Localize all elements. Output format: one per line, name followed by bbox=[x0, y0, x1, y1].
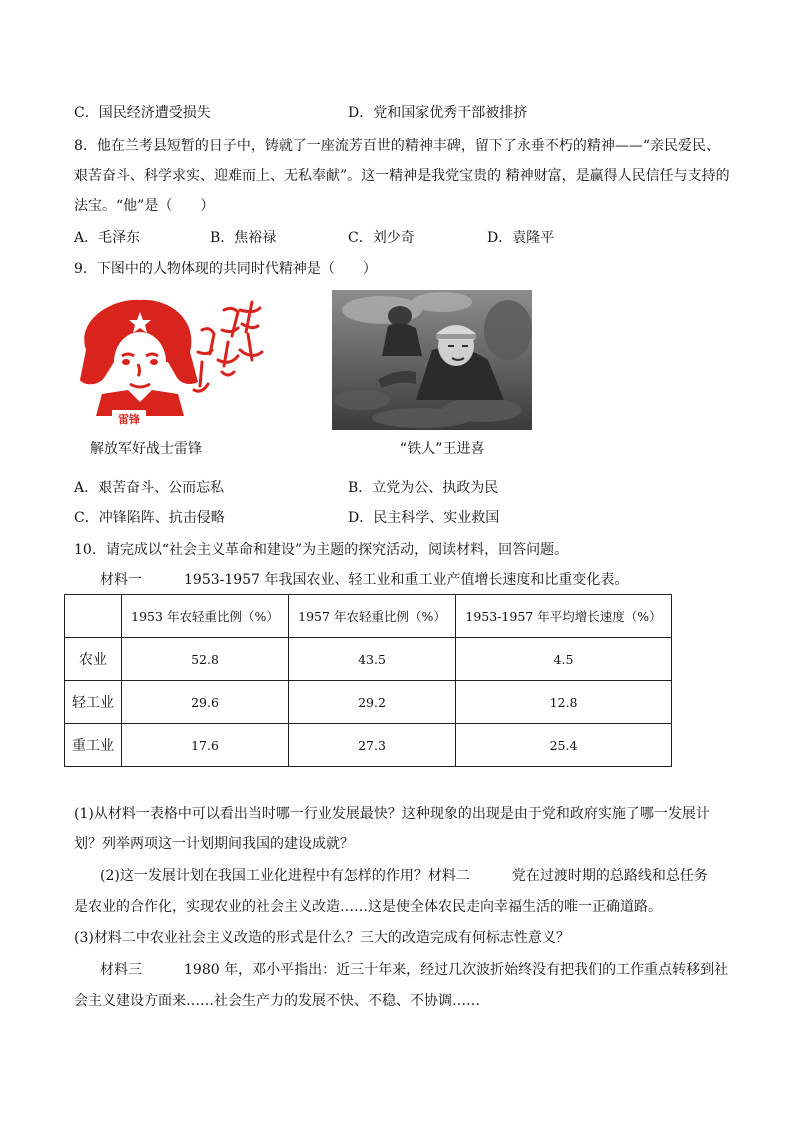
q8-option-c: C．刘少奇 bbox=[348, 230, 415, 246]
table-row bbox=[65, 638, 672, 681]
sub2-line1: (2)这一发展计划在我国工业化进程中有怎样的作用？材料二 党在过渡时期的总路线和总任务 bbox=[100, 868, 708, 884]
table-row bbox=[65, 724, 672, 767]
table-cell: 29.6 bbox=[122, 681, 289, 724]
table-cell: 52.8 bbox=[122, 638, 289, 681]
row-label: 农业 bbox=[65, 638, 122, 681]
lei-feng-image bbox=[72, 290, 270, 430]
sub1-line2: 划？列举两项这一计划期间我国的建设成就？ bbox=[74, 836, 354, 852]
q8-stem-line2: 艰苦奋斗、科学求实、迎难而上、无私奉献”。这一精神是我党宝贵的 精神财富，是赢得人民信任与支持的 bbox=[74, 168, 730, 184]
q9-figure bbox=[72, 290, 532, 460]
sub1-line1: (1)从材料一表格中可以看出当时哪一行业发展最快？这种现象的出现是由于党和政府实施了哪一发展计 bbox=[74, 806, 710, 822]
material1-text: 1953-1957 年我国农业、轻工业和重工业产值增长速度和比重变化表。 bbox=[184, 572, 629, 588]
sub2-line2: 是农业的合作化，实现农业的社会主义改造……这是使全体农民走向幸福生活的唯一正确道路。 bbox=[74, 899, 662, 915]
table-header-row bbox=[65, 595, 672, 638]
table-row bbox=[65, 681, 672, 724]
sub3: (3)材料二中农业社会主义改造的形式是什么？三大的改造完成有何标志性意义？ bbox=[74, 930, 570, 946]
lei-feng-caption: 解放军好战士雷锋 bbox=[90, 441, 202, 457]
table-header-cell: 1953 年农轻重比例（%） bbox=[122, 595, 289, 638]
table-header-cell: 1953-1957 年平均增长速度（%） bbox=[456, 595, 672, 638]
material1-label: 材料一 bbox=[100, 572, 142, 588]
q8-option-b: B．焦裕禄 bbox=[210, 230, 277, 246]
q10-stem: 10．请完成以“社会主义革命和建设”为主题的探究活动，阅读材料，回答问题。 bbox=[74, 542, 569, 558]
material3-line2: 会主义建设方面来……社会生产力的发展不快、不稳、不协调…… bbox=[74, 993, 480, 1009]
q9-option-d: D．民主科学、实业救国 bbox=[348, 510, 500, 526]
lei-feng-badge: 雷锋 bbox=[118, 413, 140, 426]
q9-option-a: A．艰苦奋斗、公而忘私 bbox=[74, 480, 225, 496]
q9-stem: 9．下图中的人物体现的共同时代精神是（ ） bbox=[74, 261, 377, 277]
data-table bbox=[64, 594, 672, 767]
table-cell: 25.4 bbox=[456, 724, 672, 767]
row-label: 重工业 bbox=[65, 724, 122, 767]
table-header-cell: 1957 年农轻重比例（%） bbox=[289, 595, 456, 638]
q9-option-c: C．冲锋陷阵、抗击侵略 bbox=[74, 510, 225, 526]
wang-jinxi-caption: “铁人”王进喜 bbox=[400, 441, 485, 457]
table-cell: 12.8 bbox=[456, 681, 672, 724]
table-cell: 29.2 bbox=[289, 681, 456, 724]
q8-option-a: A．毛泽东 bbox=[74, 230, 141, 246]
q8-stem-line3: 法宝。“他”是（ ） bbox=[74, 198, 215, 214]
q8-option-d: D．袁隆平 bbox=[487, 230, 555, 246]
material3-line1: 材料三 1980 年，邓小平指出：近三十年来，经过几次波折始终没有把我们的工作重点转移到社 bbox=[100, 962, 729, 978]
table-cell: 43.5 bbox=[289, 638, 456, 681]
q9-option-b: B．立党为公、执政为民 bbox=[348, 480, 499, 496]
q7-option-d: D．党和国家优秀干部被排挤 bbox=[348, 105, 528, 121]
q7-option-c: C．国民经济遭受损失 bbox=[74, 105, 211, 121]
table-header-cell bbox=[65, 595, 122, 638]
table-cell: 4.5 bbox=[456, 638, 672, 681]
wang-jinxi-image bbox=[332, 290, 532, 430]
q8-stem-line1: 8．他在兰考县短暂的日子中，铸就了一座流芳百世的精神丰碑，留下了永垂不朽的精神——“亲民爱民、 bbox=[74, 138, 721, 154]
row-label: 轻工业 bbox=[65, 681, 122, 724]
table-cell: 27.3 bbox=[289, 724, 456, 767]
table-cell: 17.6 bbox=[122, 724, 289, 767]
